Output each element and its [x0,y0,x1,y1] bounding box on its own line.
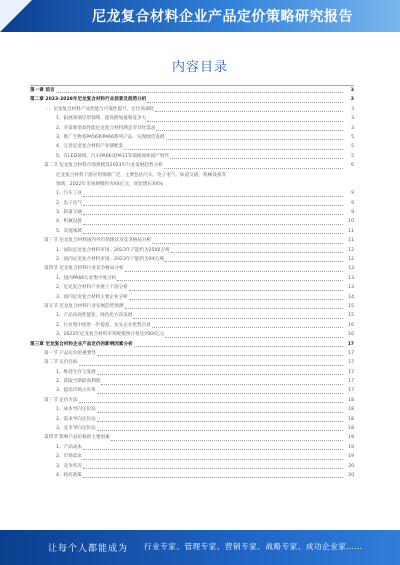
toc-page-number: 15 [348,313,354,319]
toc-page-number: 16 [348,332,354,338]
toc-page-number: 5 [351,144,354,150]
toc-entry[interactable] [30,283,354,292]
toc-leader-dots [83,459,343,460]
toc-entry[interactable] [30,124,354,133]
toc-leader-dots [79,402,343,403]
toc-entry[interactable] [30,368,354,377]
report-footer [0,530,400,565]
toc-leader-dots [83,205,343,206]
toc-page-number: 3 [351,125,354,131]
toc-entry-title: 3、提高市场占有率 [56,388,96,394]
toc-entry-title: 2、行业集中度进一步提高，龙头企业优势凸显 [56,322,151,328]
toc-page-number: 16 [348,322,354,328]
toc-leader-dots [134,346,343,347]
toc-leader-dots [165,337,343,338]
toc-entry[interactable] [30,86,354,95]
toc-entry-title: 1、产品向高性能化、绿色化方向发展 [56,313,133,319]
toc-entry[interactable] [30,274,354,283]
toc-page-number: 14 [348,294,354,300]
toc-page-number: 3 [350,97,354,103]
toc-page-number: 3 [351,106,354,112]
toc-page-number: 5 [351,134,354,140]
toc-page-number: 12 [348,257,354,263]
toc-page-number: 11 [348,228,354,234]
toc-entry-title: 尼龙复合材料下游应用领域广泛，主要包括汽车、电子电气、轨道交通、机械设备等 [56,172,226,178]
toc-entry-title: 3、竞争状况 [56,463,82,469]
toc-entry[interactable] [30,180,354,189]
toc-entry[interactable] [30,340,354,349]
toc-page-number: 17 [348,360,354,366]
toc-leader-dots [83,224,343,225]
toc-leader-dots [83,468,343,469]
toc-entry-title: 第二章 2023-2028年尼龙复合材料行业前景及趋势分析 [30,97,147,103]
toc-entry-title: 5、其他领域 [56,228,82,234]
toc-entry-title: 2、开发新型高性能尼龙复合材料满足差异化需求 [56,125,156,131]
footer-slogan-left: 让每个人都能成为 [48,544,129,554]
table-of-contents [30,86,354,480]
toc-leader-dots [147,121,343,122]
toc-page-number: 19 [348,454,354,460]
toc-page-number: 18 [348,407,354,413]
toc-entry-title: 2、尼龙复合材料产业链上下游分析 [56,285,128,291]
toc-entry-title: 5、在LED领域、汽车PA66及PA11等领域加快国产替代 [56,153,169,159]
toc-page-number: 9 [351,191,354,197]
toc-entry-title: 第五节 尼龙复合材料行业发展趋势预测 [44,303,124,309]
toc-leader-dots [124,149,343,150]
toc-page-number: 13 [348,285,354,291]
toc-leader-dots [79,365,343,366]
toc-leader-dots [170,158,343,159]
toc-entry[interactable] [30,246,354,255]
toc-leader-dots [97,421,343,422]
toc-leader-dots [166,139,343,140]
toc-entry[interactable] [30,264,354,273]
toc-page-number: 20 [348,463,354,469]
toc-page-number: 19 [348,444,354,450]
toc-leader-dots [125,271,343,272]
toc-leader-dots [155,111,343,112]
toc-entry[interactable] [30,415,354,424]
toc-entry[interactable] [30,443,354,452]
toc-entry[interactable] [30,462,354,471]
toc-entry[interactable] [30,95,354,104]
toc-entry-title: 2、获取当期最高利润 [56,379,101,385]
toc-entry[interactable] [30,236,354,245]
toc-entry-title: 领域，2022年市场规模约为XX亿元，同比增长XX% [56,181,163,187]
toc-entry-title: 第三章 尼龙复合材料企业产品定价的影响因素分析 [30,341,133,347]
toc-entry[interactable] [30,471,354,480]
toc-page-number: 3 [351,116,354,122]
toc-entry[interactable] [30,396,354,405]
toc-entry-title: 3、竞争导向定价法 [56,426,96,432]
toc-leader-dots [83,477,343,478]
toc-entry-title: 2、电子电气 [56,200,82,206]
toc-entry[interactable] [30,358,354,367]
toc-leader-dots [83,449,343,450]
toc-entry[interactable] [30,171,354,180]
toc-entry-title: 1、成本导向定价法 [56,407,96,413]
toc-page-number: 12 [348,247,354,253]
toc-leader-dots [97,393,343,394]
toc-entry-title: 第一节 产品定价的重要性 [44,350,96,356]
toc-entry-title: 第四节 影响产品价格的主要因素 [44,435,110,441]
toc-entry-title: 第三节 定价方法 [44,397,78,403]
toc-entry[interactable] [30,133,354,142]
toc-entry-title: 1、国际尼龙复合材料市场，2023年产能约为2500万吨 [56,247,170,253]
toc-entry[interactable] [30,349,354,358]
toc-page-number: 17 [348,388,354,394]
toc-page-number: 19 [348,435,354,441]
toc-entry[interactable] [30,293,354,302]
toc-entry[interactable] [30,424,354,433]
toc-page-number: 13 [348,275,354,281]
toc-leader-dots [101,384,343,385]
toc-entry-title: 1、产品成本 [56,444,82,450]
toc-leader-dots [171,252,343,253]
toc-entry-title: 1、拓展高端应用领域，提高附加值和竞争力 [56,116,147,122]
toc-entry-title: 2、国内尼龙复合材料市场，2023年产能约为XX万吨 [56,257,165,263]
toc-leader-dots [56,92,343,93]
toc-entry[interactable] [30,161,354,170]
toc-entry[interactable] [30,114,354,123]
toc-entry-title: 一、尼龙复合材料产品性能与可靠性提升，定位高端化 [44,106,155,112]
toc-leader-dots [156,130,343,131]
toc-entry-title: 第三节 尼龙复合材料国内外市场现状及竞争格局分析 [44,238,152,244]
toc-entry[interactable] [30,227,354,236]
toc-page-number: 10 [348,219,354,225]
toc-page-number: 20 [348,473,354,478]
toc-page-number: 13 [348,266,354,272]
toc-leader-dots [125,308,343,309]
toc-entry-title: 4、政府政策 [56,473,82,478]
toc-page-number: 9 [351,200,354,206]
toc-page-number: 17 [348,379,354,385]
toc-entry[interactable] [30,142,354,151]
report-title: 尼龙复合材料企业产品定价策略研究报告 [92,9,353,25]
toc-entry[interactable] [30,217,354,226]
toc-leader-dots [97,412,343,413]
toc-leader-dots [152,327,343,328]
toc-entry[interactable] [30,311,354,320]
toc-entry[interactable] [30,105,354,114]
toc-leader-dots [147,102,343,103]
toc-entry-title: 第二节 定价目标 [44,360,78,366]
toc-page-number: 17 [348,369,354,375]
toc-leader-dots [97,430,343,431]
toc-entry[interactable] [30,452,354,461]
toc-leader-dots [129,290,343,291]
toc-page-number: 5 [351,153,354,159]
toc-page-number: 15 [348,303,354,309]
toc-leader-dots [117,280,343,281]
toc-entry-title: 1、维持生存与发展 [56,369,96,375]
toc-leader-dots [83,233,343,234]
toc-entry-title: 2、市场需求 [56,454,82,460]
toc-page-number: 9 [351,210,354,216]
toc-leader-dots [111,440,343,441]
header-corner-decoration [0,0,32,32]
toc-heading: 内容目录 [171,60,228,75]
toc-leader-dots [97,374,343,375]
toc-entry-title: 3、推广生物基PA56和PA66系列产品，实现绿色发展 [56,134,165,140]
toc-entry-title: 第二节 尼龙复合材料市场规模及2023年行业发展趋势分析 [44,163,163,169]
toc-page-number: 17 [347,341,354,347]
toc-entry-title: 2、需求导向定价法 [56,416,96,422]
toc-page-number: 18 [348,416,354,422]
toc-entry[interactable] [30,321,354,330]
toc-entry-title: 第四节 尼龙复合材料行业竞争格局分析 [44,266,124,272]
footer-slogan-right: 行业专家、管理专家、营销专家、战略专家、成功企业家…… [144,542,363,551]
toc-entry[interactable] [30,199,354,208]
toc-entry[interactable] [30,208,354,217]
toc-page-number: 6 [351,163,354,169]
toc-page-number: 17 [348,350,354,356]
toc-page-number: 18 [348,397,354,403]
toc-page-number: 11 [348,238,354,244]
toc-entry-title: 3、轨道交通 [56,210,82,216]
toc-entry-title: 4、完善尼龙复合材料产业链配套 [56,144,124,150]
toc-leader-dots [164,168,343,169]
toc-entry[interactable] [30,152,354,161]
toc-entry-title: 1、汽车工业 [56,191,82,197]
toc-entry[interactable] [30,302,354,311]
toc-entry-title: 3、国内尼龙复合材料主要企业分析 [56,294,128,300]
toc-leader-dots [152,243,343,244]
toc-entry[interactable] [30,330,354,339]
toc-leader-dots [165,261,343,262]
toc-entry[interactable] [30,255,354,264]
toc-entry[interactable] [30,405,354,414]
toc-entry[interactable] [30,377,354,386]
toc-leader-dots [133,318,343,319]
toc-leader-dots [83,214,343,215]
report-header [0,0,400,32]
toc-entry[interactable] [30,433,354,442]
toc-page-number: 18 [348,426,354,432]
toc-leader-dots [97,355,343,356]
toc-page-number: 3 [350,87,354,93]
toc-entry-title: 第一章 前言 [30,87,55,93]
toc-entry[interactable] [30,189,354,198]
toc-leader-dots [83,196,343,197]
toc-entry[interactable] [30,387,354,396]
toc-entry-title: 1、国内PA66行业集中度分析 [56,275,117,281]
toc-entry-title: 4、机械设备 [56,219,82,225]
toc-leader-dots [129,299,343,300]
toc-entry-title: 3、2023年尼龙复合材料市场规模预计将达到XX亿元 [56,332,165,338]
